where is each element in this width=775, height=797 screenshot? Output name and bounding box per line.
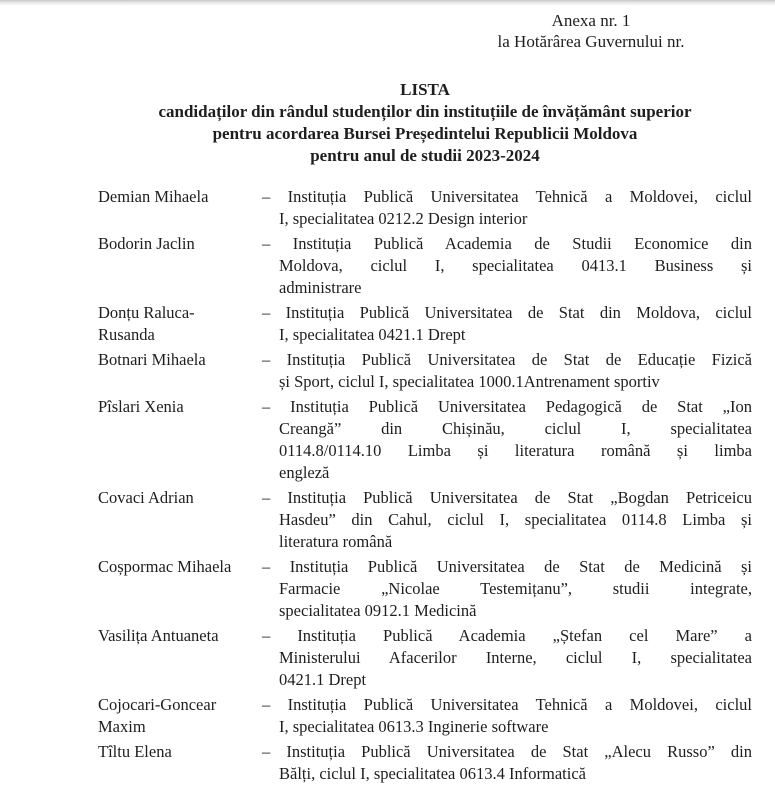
description-line: – Instituția Publică Universitatea de Stat de Medicină și (262, 557, 752, 576)
candidate-name-line: Rusanda (98, 325, 155, 344)
candidate-description (262, 349, 752, 393)
candidate-name-line: Tîltu Elena (98, 742, 172, 761)
candidate-entry (98, 694, 752, 738)
candidate-name (98, 625, 262, 647)
description-line: – Instituția Publică Universitatea Pedagogică de Stat „Ion (262, 397, 752, 416)
candidate-entry (98, 625, 752, 691)
candidate-list (98, 186, 752, 788)
candidate-entry (98, 487, 752, 553)
description-line: engleză (279, 463, 330, 482)
annex-line-2: la Hotărârea Guvernului nr. (497, 32, 685, 51)
description-line: administrare (279, 278, 362, 297)
description-line: – Instituția Publică Academia de Studii Economice din (262, 234, 752, 253)
description-line: 0421.1 Drept (279, 670, 367, 689)
candidate-name (98, 186, 262, 208)
description-line: Moldova, ciclul I, specialitatea 0413.1 Business și (279, 256, 752, 275)
candidate-description (262, 487, 752, 553)
description-line: literatura română (279, 532, 393, 551)
description-line: Ministerului Afacerilor Interne, ciclul I, specialitatea (279, 648, 752, 667)
candidate-description (262, 233, 752, 299)
title-line-lista: LISTA (400, 80, 450, 99)
title-line-year: pentru anul de studii 2023-2024 (310, 146, 540, 165)
annex-line-1: Anexa nr. 1 (551, 11, 631, 30)
candidate-name-line: Coșpormac Mihaela (98, 557, 232, 576)
description-line: – Instituția Publică Universitatea de Stat „Bogdan Petriceicu (262, 488, 752, 507)
candidate-description (262, 302, 752, 346)
candidate-name-line: Donțu Raluca- (98, 303, 195, 322)
annex-header (407, 10, 775, 52)
description-line: – Instituția Publică Universitatea Tehnică a Moldovei, ciclul (262, 187, 752, 206)
candidate-description (262, 625, 752, 691)
candidate-name-line: Maxim (98, 717, 146, 736)
candidate-name (98, 396, 262, 418)
scan-edge-shadow (0, 0, 775, 6)
candidate-name (98, 694, 262, 738)
description-line: și Sport, ciclul I, specialitatea 1000.1Antrenament sportiv (279, 372, 660, 391)
candidate-entry (98, 302, 752, 346)
description-line: I, specialitatea 0421.1 Drept (279, 325, 466, 344)
document-title (75, 79, 775, 167)
candidate-name-line: Covaci Adrian (98, 488, 194, 507)
candidate-description (262, 186, 752, 230)
candidate-name-line: Cojocari-Goncear (98, 695, 217, 714)
candidate-name (98, 233, 262, 255)
candidate-name-line: Vasilița Antuaneta (98, 626, 219, 645)
description-line: I, specialitatea 0613.3 Inginerie software (279, 717, 549, 736)
description-line: – Instituția Publică Universitatea de Stat din Moldova, ciclul (262, 303, 752, 322)
candidate-name-line: Bodorin Jaclin (98, 234, 195, 253)
description-line: specialitatea 0912.1 Medicină (279, 601, 477, 620)
description-line: Farmacie „Nicolae Testemițanu”, studii integrate, (279, 579, 752, 598)
candidate-entry (98, 741, 752, 785)
title-line-scholarship: pentru acordarea Bursei Președintelui Republicii Moldova (212, 124, 638, 143)
candidate-name (98, 487, 262, 509)
candidate-description (262, 556, 752, 622)
title-line-candidates: candidaților din rândul studenților din instituțiile de învățământ superior (158, 102, 692, 121)
candidate-name-line: Pîslari Xenia (98, 397, 184, 416)
candidate-entry (98, 233, 752, 299)
candidate-entry (98, 186, 752, 230)
candidate-name (98, 349, 262, 371)
description-line: 0114.8/0114.10 Limba și literatura română și limba (279, 441, 752, 460)
candidate-entry (98, 396, 752, 484)
candidate-description (262, 741, 752, 785)
description-line: Bălți, ciclul I, specialitatea 0613.4 Informatică (279, 764, 586, 783)
description-line: – Instituția Publică Universitatea de Stat de Educație Fizică (262, 350, 752, 369)
candidate-name (98, 741, 262, 763)
candidate-name (98, 556, 262, 578)
description-line: – Instituția Publică Academia „Ștefan cel Mare” a (262, 626, 752, 645)
description-line: Hasdeu” din Cahul, ciclul I, specialitatea 0114.8 Limba și (279, 510, 752, 529)
candidate-description (262, 694, 752, 738)
description-line: – Instituția Publică Universitatea Tehnică a Moldovei, ciclul (262, 695, 752, 714)
description-line: Creangă” din Chișinău, ciclul I, specialitatea (279, 419, 752, 438)
candidate-name (98, 302, 262, 346)
description-line: – Instituția Publică Universitatea de Stat „Alecu Russo” din (262, 742, 752, 761)
candidate-entry (98, 349, 752, 393)
candidate-description (262, 396, 752, 484)
candidate-name-line: Demian Mihaela (98, 187, 209, 206)
candidate-entry (98, 556, 752, 622)
description-line: I, specialitatea 0212.2 Design interior (279, 209, 528, 228)
candidate-name-line: Botnari Mihaela (98, 350, 206, 369)
